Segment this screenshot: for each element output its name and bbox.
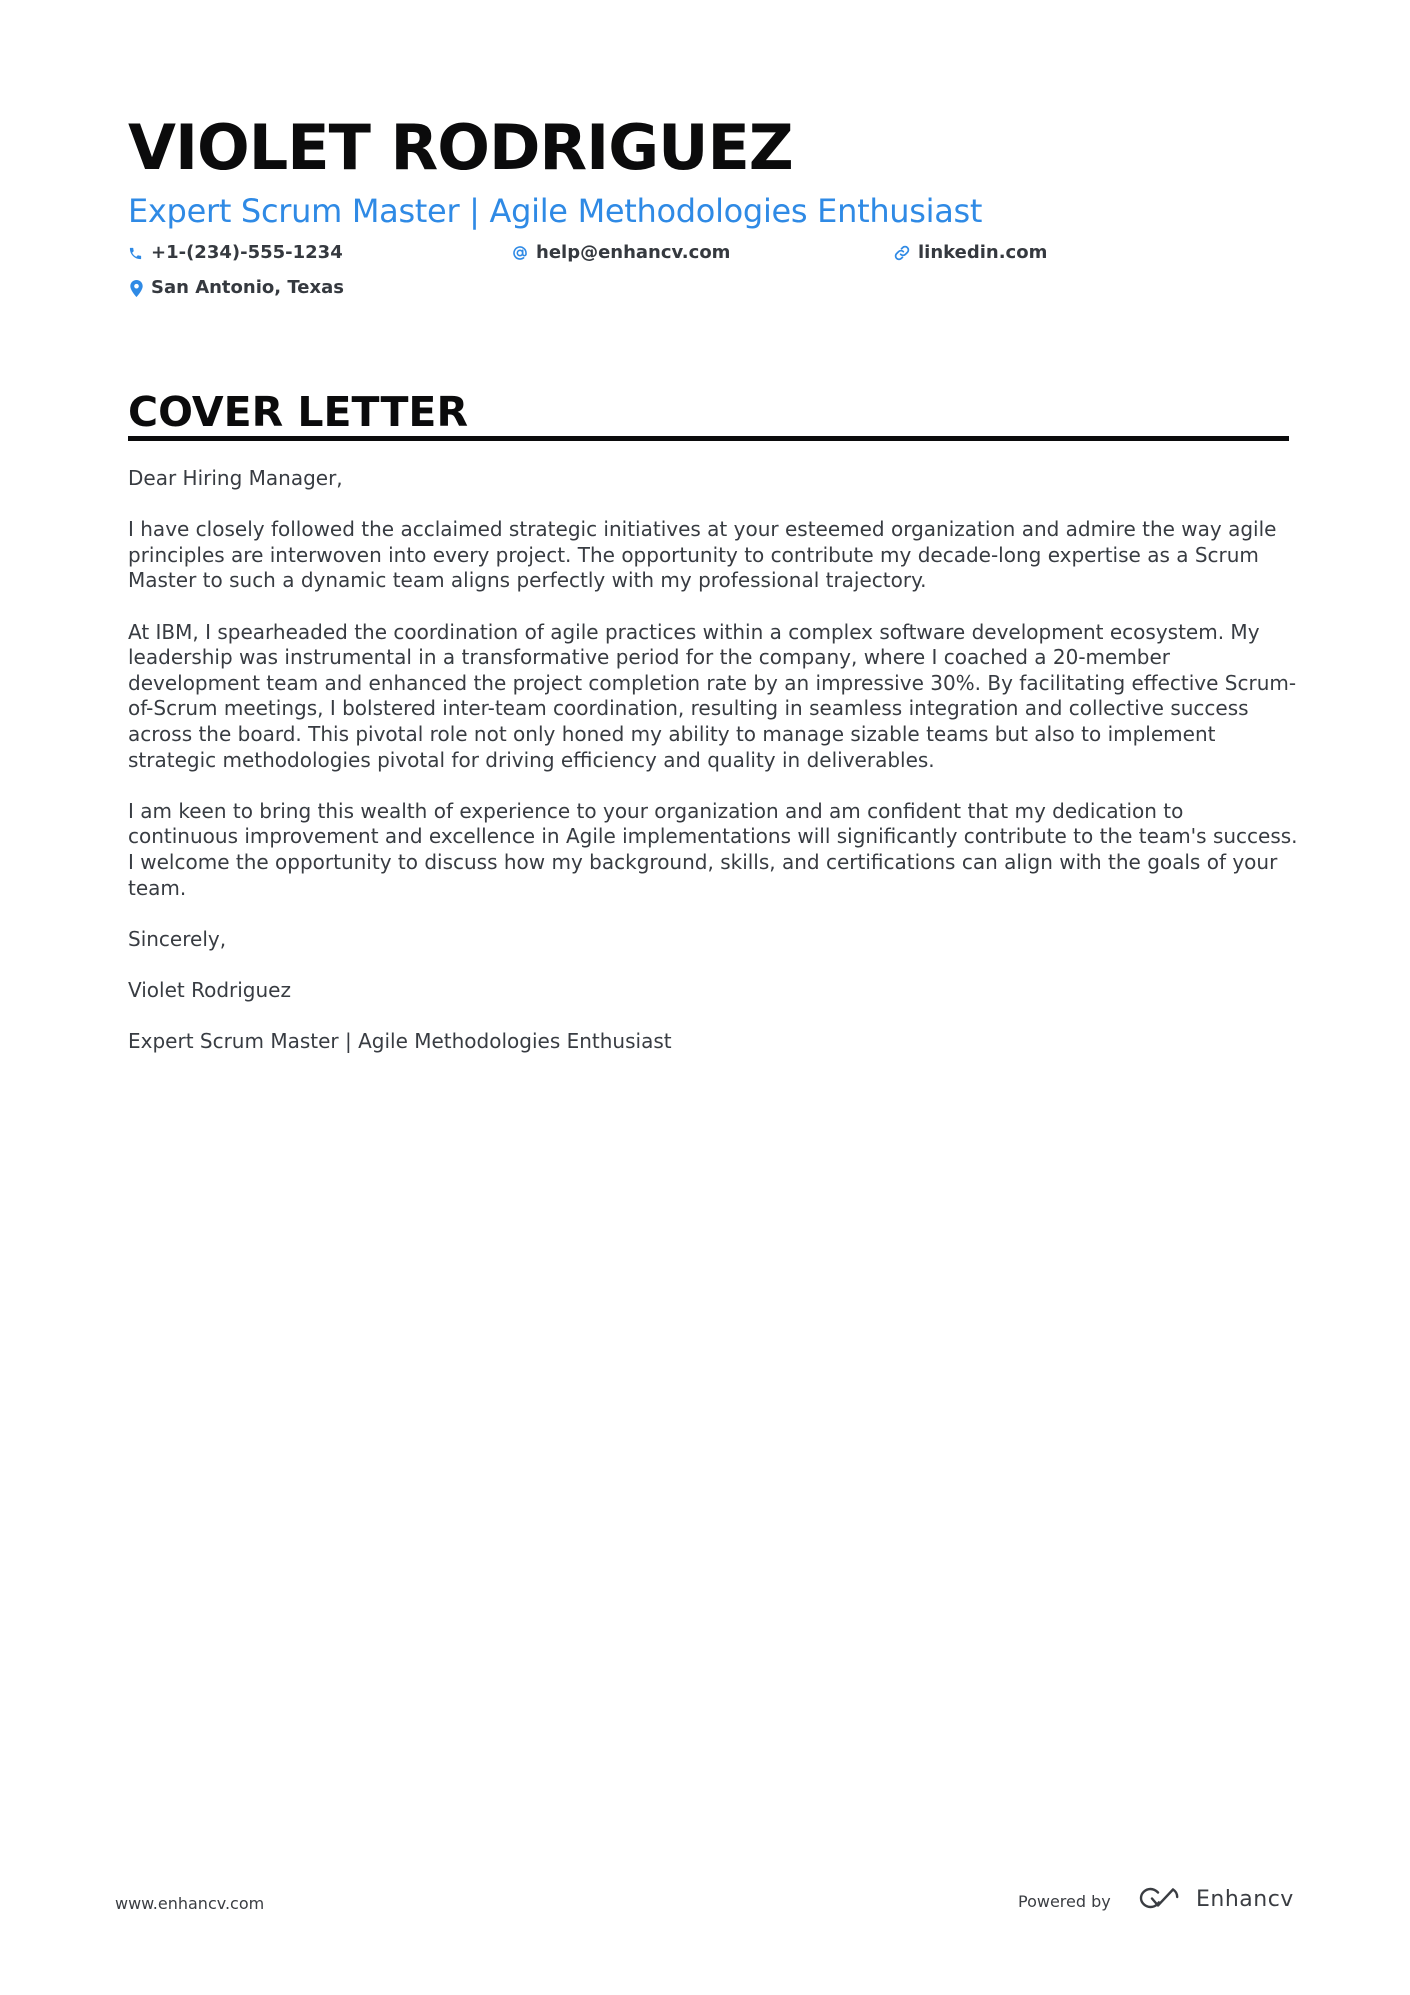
phone-icon — [128, 246, 143, 261]
section-divider — [128, 436, 1289, 441]
location-text: San Antonio, Texas — [151, 277, 344, 298]
contact-link[interactable] — [894, 241, 1047, 265]
letter-paragraph: I have closely followed the acclaimed strategic initiatives at your esteemed organization and admire the way agile principles are interwoven into every project. The opportunity to contribute my decade-long expertise as a Scrum Master to such a dynamic team aligns perfectly with my professional trajectory. — [128, 517, 1277, 593]
brand-logo[interactable] — [1138, 1885, 1294, 1915]
signature-title: Expert Scrum Master | Agile Methodologies Enthusiast — [128, 1029, 672, 1054]
phone-text: +1-(234)-555-1234 — [151, 242, 343, 263]
at-icon — [512, 245, 528, 261]
contact-location — [130, 276, 344, 300]
powered-by-label: Powered by — [1018, 1892, 1111, 1911]
contact-phone — [128, 241, 343, 265]
letter-body — [128, 466, 1298, 1080]
footer-url[interactable]: www.enhancv.com — [115, 1894, 265, 1913]
letter-closing: Sincerely, — [128, 926, 227, 951]
enhancv-logo-icon — [1138, 1886, 1184, 1915]
email-text: help@enhancv.com — [536, 242, 731, 263]
applicant-name: VIOLET RODRIGUEZ — [128, 111, 793, 184]
link-text: linkedin.com — [918, 242, 1048, 263]
letter-greeting: Dear Hiring Manager, — [128, 466, 343, 490]
link-icon — [894, 245, 910, 261]
signature-name: Violet Rodriguez — [128, 977, 291, 1002]
letter-paragraph: I am keen to bring this wealth of experience to your organization and am confident that my dedication to continuous improvement and excellence in Agile implementations will significantly contribute to the team's success. I welcome the opportunity to discuss how my background, skills, and certifications can align with the goals of your team. — [128, 798, 1298, 900]
location-pin-icon — [130, 280, 143, 297]
letter-paragraph: At IBM, I spearheaded the coordination of agile practices within a complex software development ecosystem. My leadership was instrumental in a transformative period for the company, where I coached a 20-member development team and enhanced the project completion rate by an impressive 30%. By facilitating effective Scrum-of-Scrum meetings, I bolstered inter-team coordination, resulting in seamless integration and collective success across the board. This pivotal role not only honed my ability to manage sizable teams but also to implement strategic methodologies pivotal for driving efficiency and quality in deliverables. — [128, 619, 1297, 772]
brand-name: Enhancv — [1196, 1887, 1294, 1912]
contact-email[interactable] — [512, 241, 730, 265]
section-title: COVER LETTER — [128, 388, 469, 436]
applicant-tagline: Expert Scrum Master | Agile Methodologies Enthusiast — [128, 192, 983, 230]
